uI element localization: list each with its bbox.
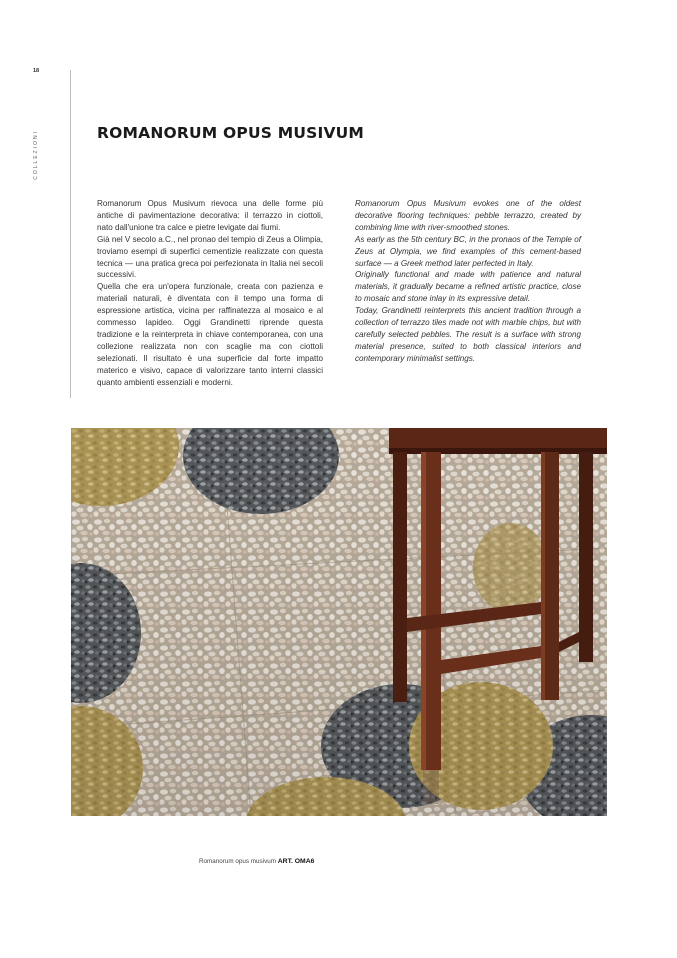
photo-caption [199,858,314,865]
english-paragraph: Today, Grandinetti reinterprets this ancient tradition through a collection of terrazzo tiles made not with marble chips, but with carefully selected pebbles. The result is a surface with strong material presence, suited to both classical interiors and contemporary minimalist settings. [355,306,581,363]
italian-paragraph: Già nel V secolo a.C., nel pronao del tempio di Zeus a Olimpia, troviamo esempi di superfici cementizie realizzate con questa tecnica — una pratica greca poi perfezionata in Italia nei secoli successivi. [97,234,323,280]
page-title: ROMANORUM OPUS MUSIVUM [97,124,365,142]
caption-article: ART. OMA6 [277,858,315,865]
section-label: COLLEZIONI [33,130,39,180]
english-paragraph: As early as the 5th century BC, in the pronaos of the Temple of Zeus at Olympia, we find examples of this cement-based surface — a Greek method later perfected in Italy. [355,234,581,268]
caption-collection: Romanorum opus musivum [199,858,276,865]
page-number: 18 [33,68,40,74]
italian-paragraph: Quella che era un'opera funzionale, creata con pazienza e materiali naturali, è diventata con il tempo una forma di espressione artistica, vicina per raffinatezza al mosaico e al commesso lapideo. Oggi Grandinetti riprende questa tradizione e la reinterpreta in chiave contemporanea, con una collezione realizzata non con scaglie ma con ciottoli selezionati. Il risultato è una superficie dal forte impatto materico e visivo, capace di valorizzare tanto interni classici quanto ambienti essenziali e moderni. [97,282,323,387]
italian-text-column [97,198,323,389]
vertical-divider [70,70,71,398]
english-paragraph: Romanorum Opus Musivum evokes one of the oldest decorative flooring techniques: pebble terrazzo, created by combining lime with river-smoothed stones. [355,199,581,232]
terrazzo-floor-photo [71,428,607,816]
english-paragraph: Originally functional and made with patience and natural materials, it gradually became a refined artistic practice, close to mosaic and stone inlay in its expressive detail. [355,270,581,304]
english-text-column [355,198,581,365]
italian-paragraph: Romanorum Opus Musivum rievoca una delle forme più antiche di pavimentazione decorativa: il terrazzo in ciottoli, nato dall'unione tra calce e pietre levigate dai fiumi. [97,199,323,232]
